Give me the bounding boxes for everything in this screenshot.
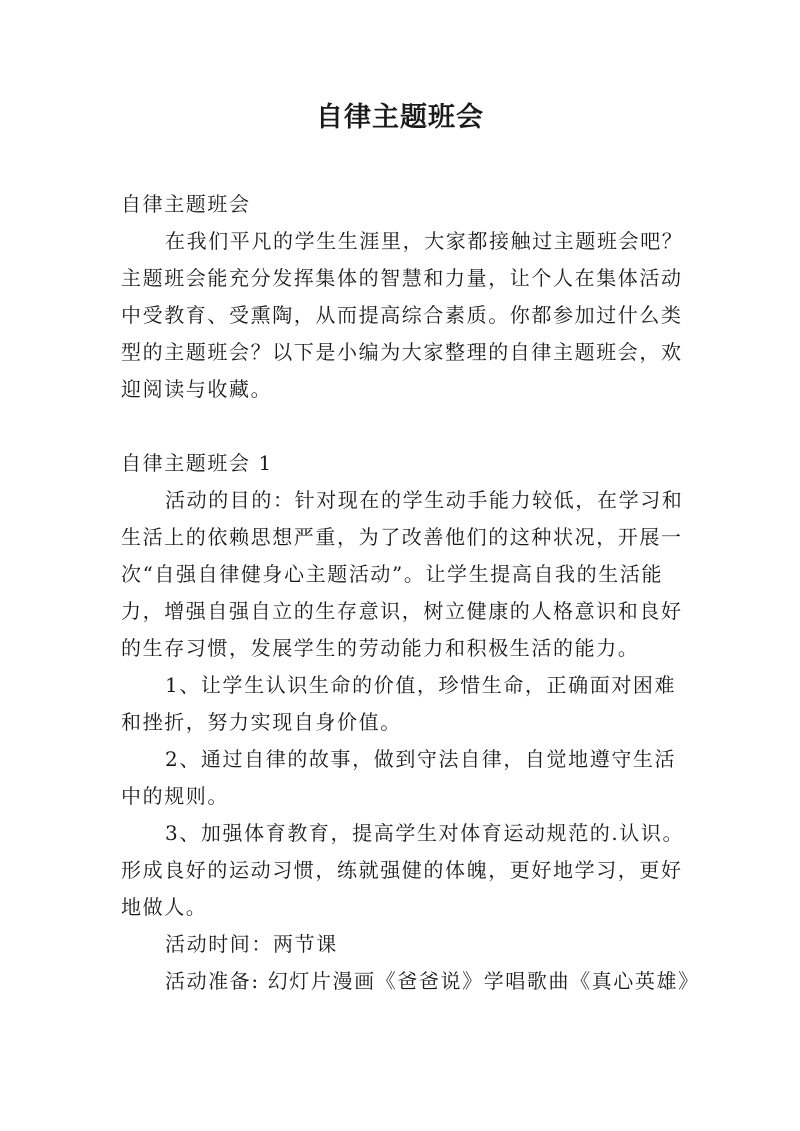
paragraph-spacer bbox=[121, 408, 693, 445]
goal-item-3: 3、加强体育教育，提高学生对体育运动规范的.认识。形成良好的运动习惯，练就强健的体魄，更好地学习，更好地做人。 bbox=[121, 821, 685, 919]
purpose-paragraph: 活动的目的：针对现在的学生动手能力较低，在学习和生活上的依赖思想严重，为了改善他们的这种状况，开展一次“自强自律健身心主题活动”。让学生提高自我的生活能力，增强自强自立的生存意识，树立健康的人格意识和良好的生存习惯，发展学生的劳动能力和积极生活的能力。 bbox=[121, 488, 684, 660]
document-title: 自律主题班会 bbox=[316, 102, 484, 133]
goal-item-1: 1、让学生认识生命的价值，珍惜生命，正确面对困难和挫折，努力实现自身价值。 bbox=[121, 673, 677, 734]
intro-paragraph: 在我们平凡的学生生涯里，大家都接触过主题班会吧？主题班会能充分发挥集体的智慧和力量，让个人在集体活动中受教育、受熏陶，从而提高综合素质。你都参加过什么类型的主题班会？以下是小编为大家整理的自律主题班会，欢迎阅读与收藏。 bbox=[121, 229, 684, 401]
activity-time: 活动时间：两节课 bbox=[165, 932, 338, 956]
document-body bbox=[121, 186, 700, 1000]
section-heading: 自律主题班会 1 bbox=[121, 451, 273, 475]
intro-label: 自律主题班会 bbox=[121, 192, 251, 216]
activity-preparation: 活动准备: 幻灯片漫画《爸爸说》学唱歌曲《真心英雄》 bbox=[165, 969, 700, 993]
goal-item-2: 2、通过自律的故事，做到守法自律，自觉地遵守生活中的规则。 bbox=[121, 747, 677, 808]
